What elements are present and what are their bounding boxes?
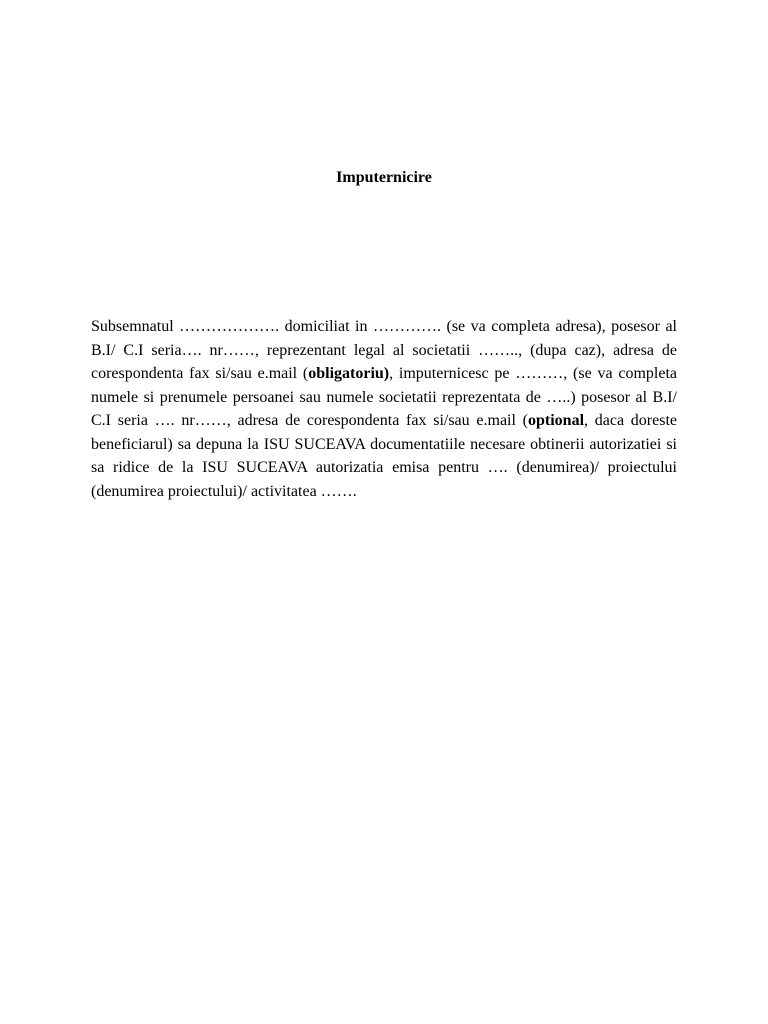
body-text-part-3: , daca doreste beneficiarul) sa depuna la ISU SUCEAVA documentatiile necesare obtinerii autorizatiei si sa ridice de la ISU SUCEAVA autorizatia emisa pentru …. (denumirea)/ proiectului (denumirea proiectului)/ activitatea ……. bbox=[91, 412, 677, 500]
document-title: Imputernicire bbox=[336, 169, 432, 186]
body-text-part-1: Subsemnatul ………………. domiciliat in …………. (se va completa adresa), posesor al B.I/ C.I seria…. nr……, reprezentant legal al societatii …….., (dupa caz), adresa de corespondenta fax si/sau e.mail ( bbox=[91, 318, 677, 382]
body-bold-optional: optional bbox=[528, 412, 585, 429]
body-text-part-2: , imputernicesc pe ………, (se va completa numele si prenumele persoanei sau numele societatii reprezentata de …..) posesor al B.I/ C.I seria …. nr……, adresa de corespondenta fax si/sau e.mail ( bbox=[91, 365, 677, 429]
body-bold-obligatoriu: obligatoriu) bbox=[308, 365, 390, 382]
document-body-paragraph bbox=[91, 315, 677, 503]
